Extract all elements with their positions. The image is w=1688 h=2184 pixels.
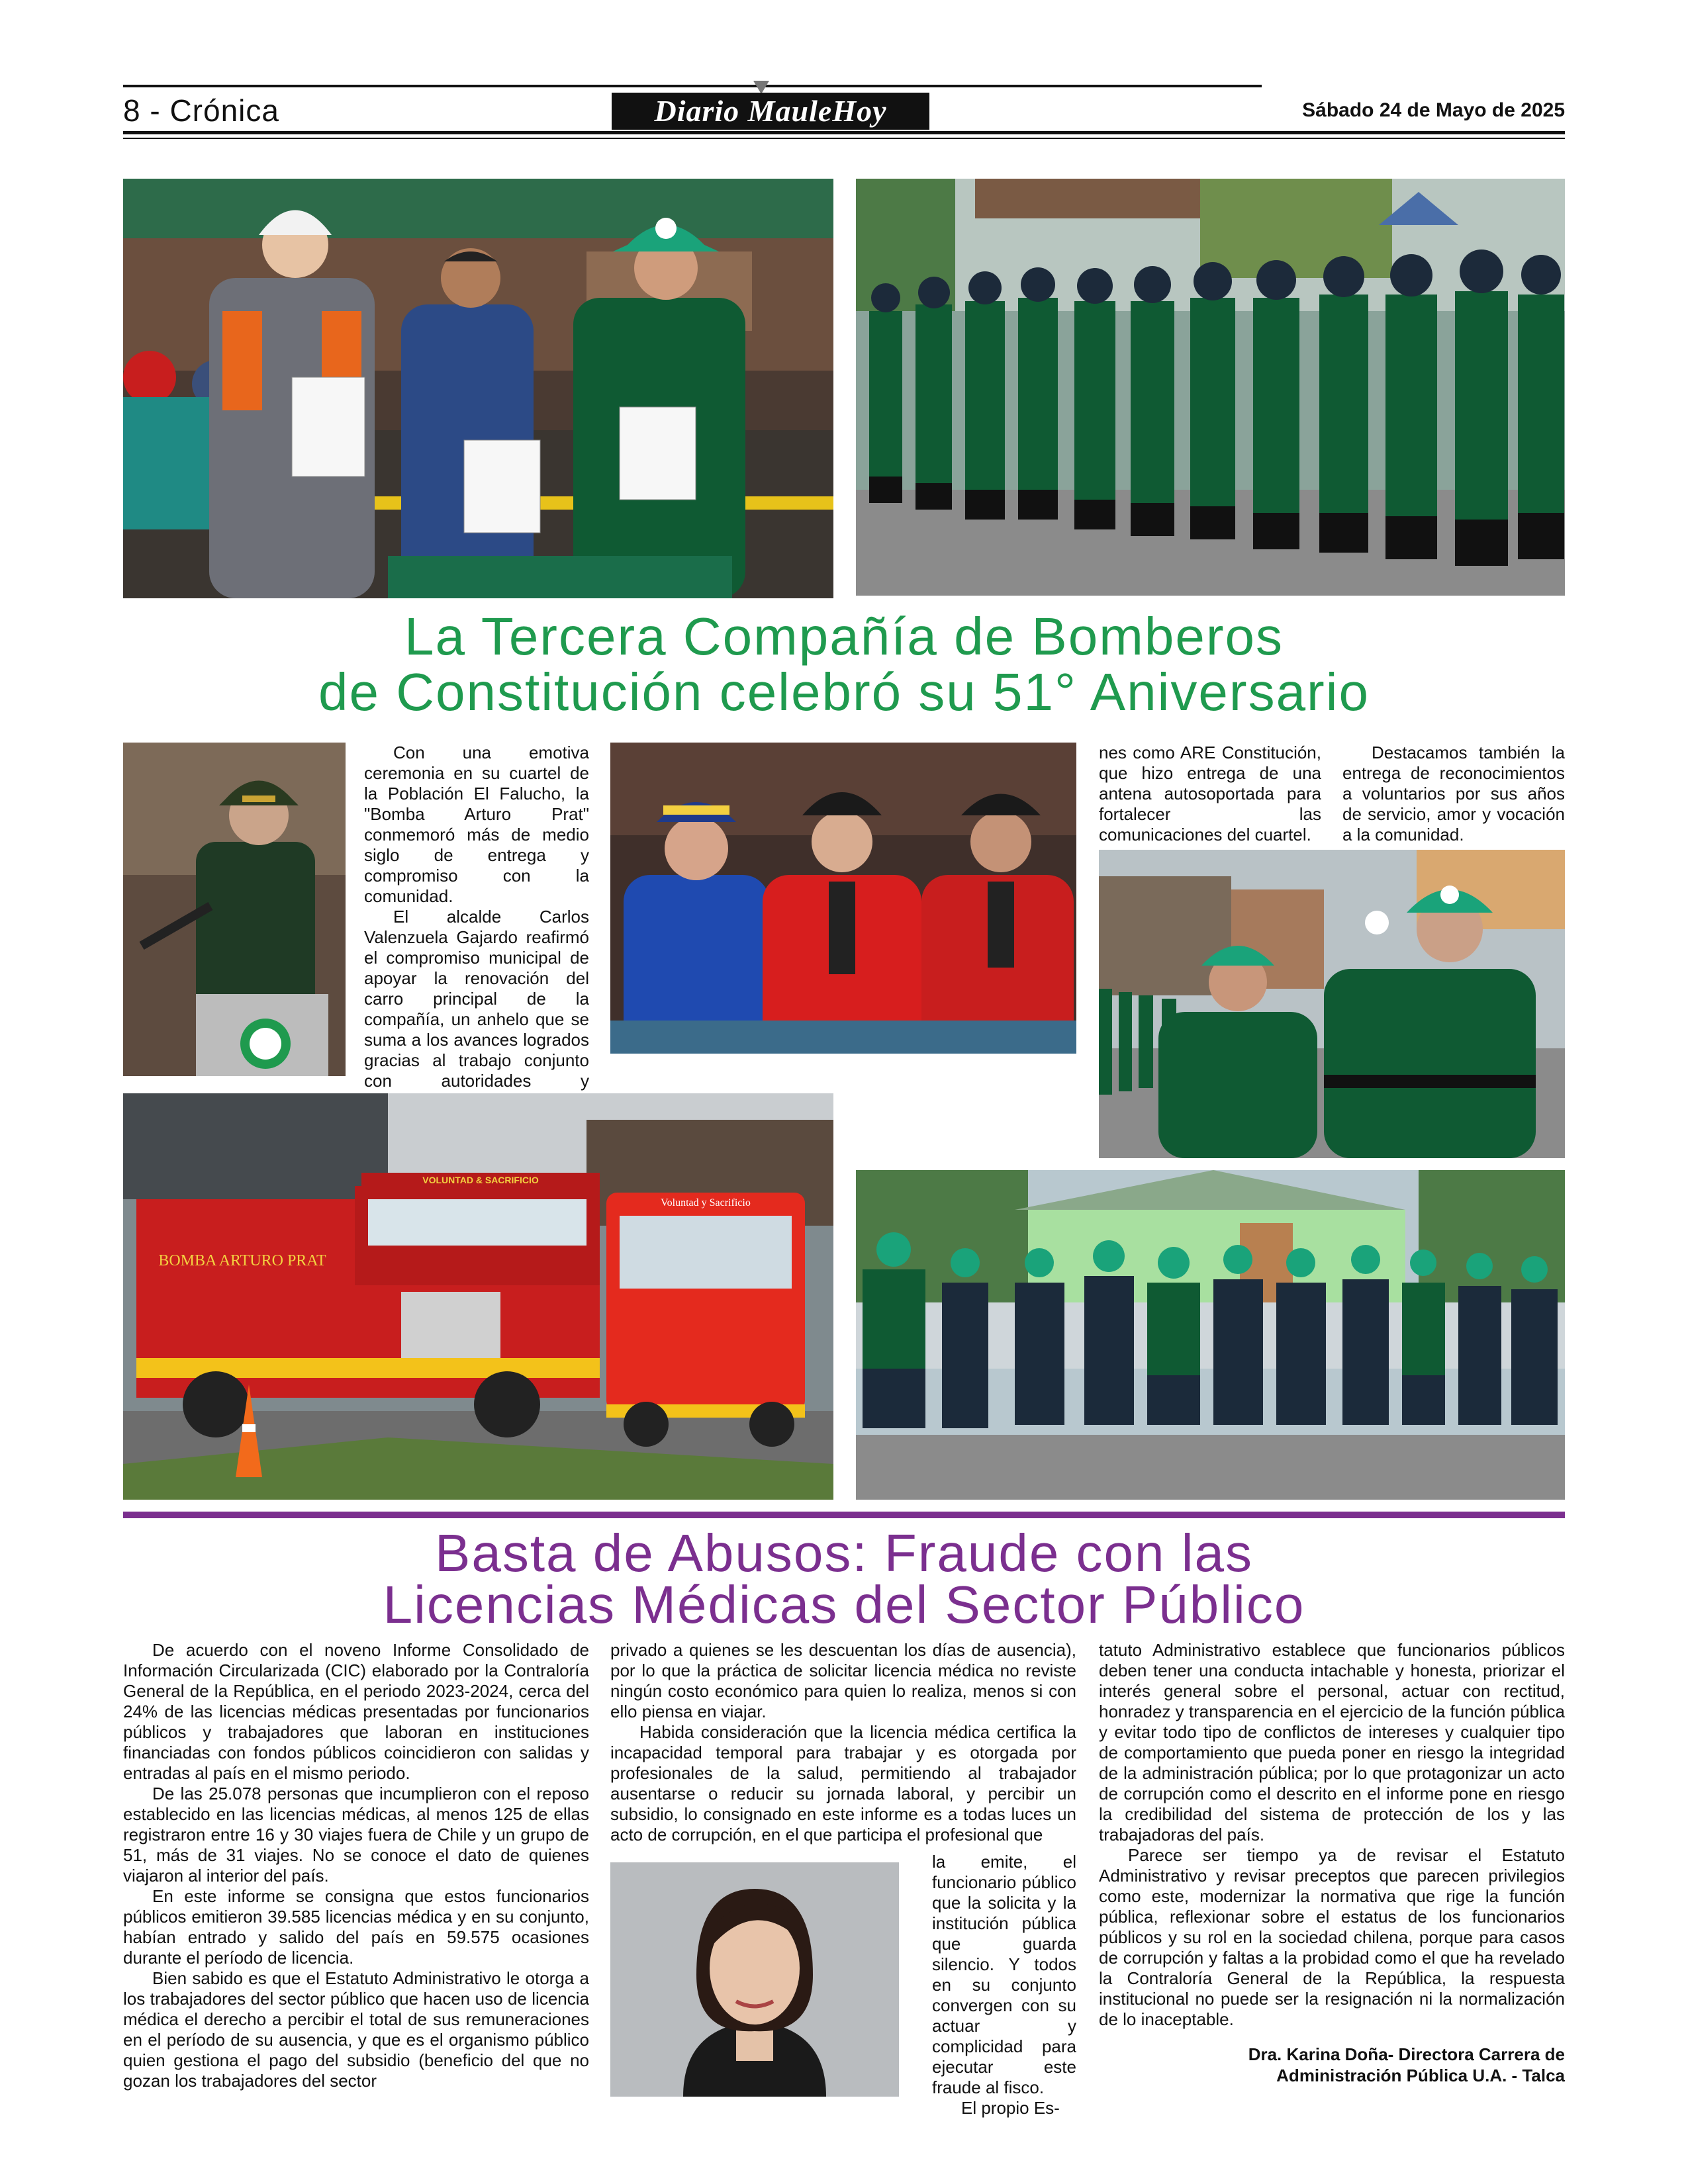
section-label: 8 - Crónica [123, 93, 279, 128]
saluting-firefighters-photo [1099, 850, 1565, 1158]
article2-paragraph: tatuto Administrativo establece que funcionarios públicos deben tener una conducta intachable y honesta, priorizar el interés general sobre el personal, actuar con rectitud, honradez y transparencia en el ejercicio de la función pública y evitar todo tipo de conflictos de intereses y cualquier tipo de comportamiento que pueda poner en riesgo la integridad de la administración pública; por lo que protagonizar un acto de corrupción como el descrito en el informe pone en riesgo la credibilidad del sistema de protección de los y las trabajadoras del país. [1099, 1640, 1565, 1844]
article2-paragraph: Parece ser tiempo ya de revisar el Estatuto Administrativo y revisar preceptos que parecen privilegios como este, modernizar la normativa que rige la función pública, reflexionar sobre el estatus de los funcionarios públicos y su rol en la sociedad chilena, porque para casos de corrupción y faltas a la probidad como el que ha revelado la Contraloría General de la República, la respuesta institucional no puede ser la resignación ni la normalización de lo inaceptable. [1099, 1845, 1565, 2029]
firefighter-formation-photo [856, 179, 1565, 596]
article1-paragraph: Con una emotiva ceremonia en su cuartel de la Población El Falucho, la "Bomba Arturo Prat" conmemoró más de medio siglo de entrega y compromiso con la comunidad. [364, 743, 589, 906]
article2-paragraph: privado a quienes se les descuentan los días de ausencia), por lo que la práctica de solicitar licencia médica no reviste ningún costo económico para quien lo realiza, menos si con ello piensa en viajar. [610, 1640, 1076, 1721]
headline-licencias [123, 1524, 1565, 1634]
article1-paragraph: El alcalde Carlos Valenzuela Gajardo reafirmó el compromiso municipal de apoyar la renovación del carro principal de la compañía, un anhelo que se suma a los avances logrados gracias al trabajo conjunto con autoridades y [364, 907, 589, 1091]
truck1-motto: VOLUNTAD & SACRIFICIO [422, 1175, 539, 1185]
article1-column3 [1342, 743, 1565, 845]
header-top-rule [123, 85, 1262, 87]
seated-guests-photo [610, 743, 1076, 1054]
article2-paragraph: El propio Es- [961, 2098, 1060, 2118]
article1-column1 [364, 743, 589, 1112]
fire-trucks-photo [123, 1093, 833, 1500]
article1-column2 [1099, 743, 1321, 845]
article1-paragraph: Destacamos también la entrega de reconocimientos a voluntarios por sus años de servicio, amor y vocación a la comunidad. [1342, 743, 1565, 844]
company-group-photo [856, 1170, 1565, 1500]
logo-notch [753, 81, 769, 94]
article2-paragraph: De acuerdo con el noveno Informe Consolidado de Información Circularizada (CIC) elaborado por la Contraloría General de la República, en el periodo 2023-2024, cerca del 24% de las licencias médicas presentadas por funcionarios públicos y trabajadores que laboran en instituciones financiadas con fondos públicos coincidieron con salidas y entradas al país en el mismo periodo. [123, 1640, 589, 1783]
dignitaries-with-certificates-photo [123, 179, 833, 598]
author-signature-line2: Administración Pública U.A. - Talca [1276, 2066, 1565, 2085]
author-portrait-photo [610, 1862, 899, 2097]
publication-date: Sábado 24 de Mayo de 2025 [1302, 99, 1565, 121]
article2-paragraph: De las 25.078 personas que incumplieron con el reposo establecido en las licencias médicas, al menos 125 de ellas registraron entre 16 y 30 viajes fuera de Chile y un grupo de 51, más de 31 viajes. No se conoce el dato de quienes viajaron al interior del país. [123, 1784, 589, 1886]
article2-paragraph: En este informe se consigna que estos funcionarios públicos emitieron 39.585 licencias médica y en su conjunto, habían entrado y salido del país en 59.575 ocasiones durante el período de licencia. [123, 1886, 589, 1968]
article2-column2b [932, 1852, 1076, 2118]
headline-bomberos [123, 609, 1565, 720]
header-rule-thin [123, 138, 1565, 139]
article2-column1 [123, 1640, 589, 2091]
headline-bomberos-line2: de Constitución celebró su 51° Aniversario [318, 662, 1370, 721]
truck2-motto: Voluntad y Sacrificio [661, 1197, 751, 1208]
headline-licencias-line2: Licencias Médicas del Sector Público [383, 1575, 1305, 1634]
article2-paragraph: Bien sabido es que el Estatuto Administrativo le otorga a los trabajadores del sector público que hacen uso de licencia médica el derecho a percibir el total de sus remuneraciones en el período de su ausencia, y que es el organismo público quien gestiona el pago del subsidio (beneficio del que no gozan los trabajadores del sector [123, 1968, 589, 2091]
newspaper-logo: Diario MauleHoy [612, 93, 929, 130]
article2-paragraph: Habida consideración que la licencia médica certifica la incapacidad temporal para trabajar y es otorgada por profesionales de la salud, permitiendo al trabajador ausentarse o reducir su jornada laboral, y percibir un subsidio, lo consignado en este informe es a todas luces un acto de corrupción, en el que participa el profesional que [610, 1722, 1076, 1844]
truck1-name: BOMBA ARTURO PRAT [158, 1252, 326, 1269]
headline-licencias-line1: Basta de Abusos: Fraude con las [434, 1524, 1254, 1582]
officer-at-podium-photo [123, 743, 346, 1076]
header-rule [123, 131, 1565, 134]
section-divider [123, 1512, 1565, 1518]
article2-column3 [1099, 1640, 1565, 2030]
headline-bomberos-line1: La Tercera Compañía de Bomberos [404, 607, 1284, 666]
author-signature [1248, 2044, 1565, 2086]
article2-column2 [610, 1640, 1076, 1845]
article1-paragraph: nes como ARE Constitución, que hizo entrega de una antena autosoportada para fortalecer las comunicaciones del cuartel. [1099, 743, 1321, 844]
article2-paragraph: la emite, el funcionario público que la solicita y la institución pública que guarda silencio. Y todos en su conjunto convergen con su actuar y complicidad para ejecutar este fraude al fisco. [932, 1852, 1076, 2097]
author-signature-line1: Dra. Karina Doña- Directora Carrera de [1248, 2044, 1565, 2064]
